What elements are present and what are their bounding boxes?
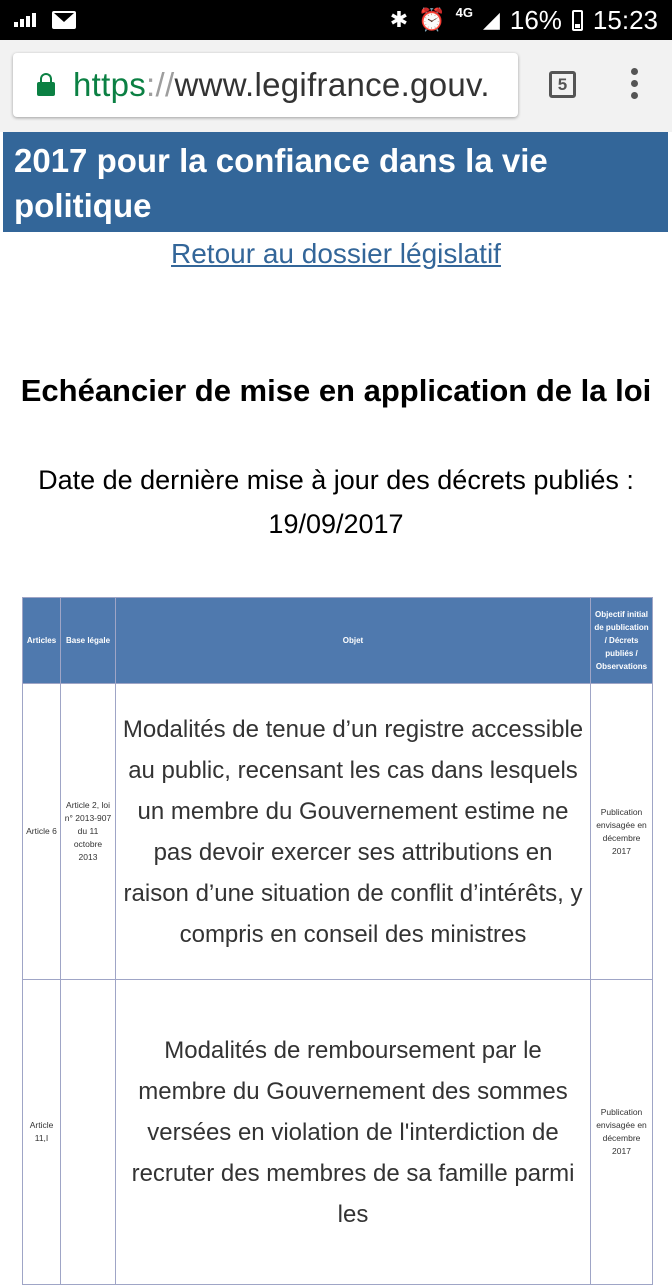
overflow-menu-icon[interactable]	[628, 68, 640, 104]
header-base-legale: Base légale	[61, 598, 116, 684]
url-text[interactable]	[73, 66, 490, 104]
url-scheme: https	[73, 66, 147, 103]
url-host: www.legifrance.gouv.	[174, 66, 490, 103]
url-separator: ://	[146, 66, 175, 103]
status-bar	[0, 0, 672, 40]
tab-switcher-button[interactable]: 5	[549, 71, 576, 98]
clock: 15:23	[592, 4, 658, 35]
banner-title: 2017 pour la confiance dans la vie politique	[14, 142, 548, 224]
signal-icon	[14, 11, 40, 29]
table-header-row	[23, 598, 653, 684]
battery-icon	[572, 10, 583, 31]
cell-article: Article 6	[23, 684, 61, 980]
table-row	[23, 684, 653, 980]
cell-base-legale	[61, 980, 116, 1285]
page-title: Echéancier de mise en application de la loi	[20, 373, 652, 408]
cell-objet: Modalités de remboursement par le membre du Gouvernement des sommes versées en violation de l'interdiction de recruter des membres de sa famille parmi les	[116, 980, 591, 1285]
alarm-icon: ⏰	[418, 7, 446, 32]
table-row	[23, 980, 653, 1285]
back-to-dossier-link[interactable]: Retour au dossier législatif	[171, 238, 501, 269]
bluetooth-icon: ✱	[389, 7, 409, 32]
last-update-text: Date de dernière mise à jour des décrets publiés : 19/09/2017	[38, 465, 634, 539]
cell-objet: Modalités de tenue d’un registre accessible au public, recensant les cas dans lesquels un membre du Gouvernement estime ne pas devoir exercer ses attributions en raison d’une situation de conflit d’intérêts, y compris en conseil des ministres	[116, 684, 591, 980]
address-bar[interactable]	[13, 53, 518, 117]
cell-base-legale: Article 2, loi n° 2013-907 du 11 octobre 2013	[61, 684, 116, 980]
cell-article: Article 11,I	[23, 980, 61, 1285]
header-objet: Objet	[116, 598, 591, 684]
battery-percent: 16%	[509, 4, 562, 35]
network-type: 4G	[455, 4, 473, 20]
mobile-data-icon: ◢	[482, 7, 500, 32]
schedule-table	[22, 597, 653, 1285]
cell-objectif: Publication envisagée en décembre 2017	[591, 980, 653, 1285]
lock-icon[interactable]	[37, 82, 55, 96]
browser-toolbar	[0, 40, 672, 132]
page-banner	[3, 132, 668, 232]
cell-objectif: Publication envisagée en décembre 2017	[591, 684, 653, 980]
header-objectif: Objectif initial de publication / Décrets publiés / Observations	[591, 598, 653, 684]
header-articles: Articles	[23, 598, 61, 684]
gmail-icon	[52, 11, 76, 29]
